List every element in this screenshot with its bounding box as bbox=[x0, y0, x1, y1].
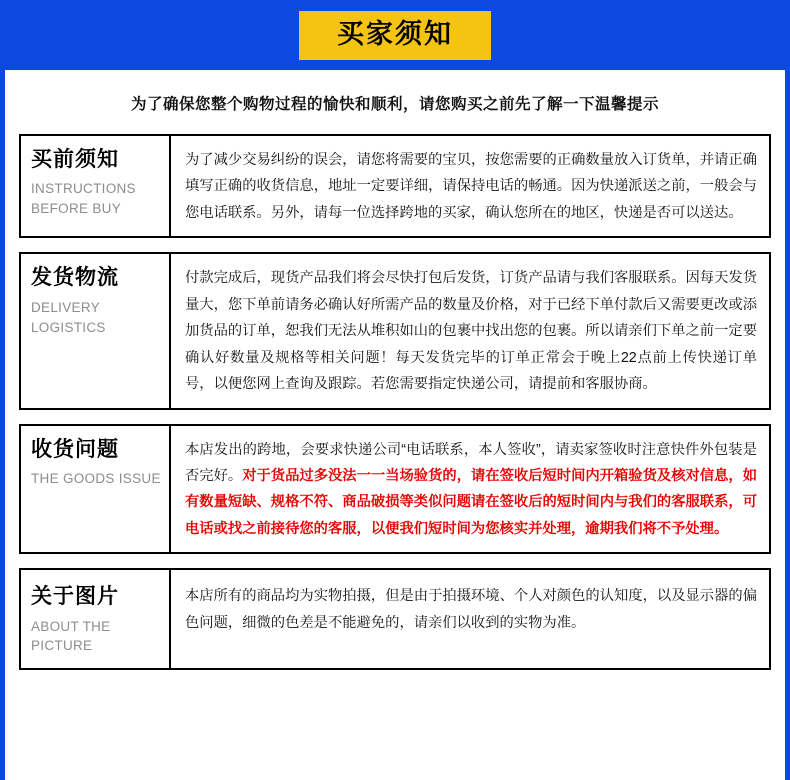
section-about-the-picture bbox=[19, 568, 771, 669]
section-title-cn: 发货物流 bbox=[31, 266, 119, 290]
section-body bbox=[171, 426, 769, 553]
section-title-cn: 收货问题 bbox=[31, 437, 119, 461]
section-title-cn: 关于图片 bbox=[31, 585, 119, 609]
section-body-text: 为了减少交易纠纷的误会，请您将需要的宝贝，按您需要的正确数量放入订货单，并请正确填写正确的收货信息，地址一定要详细，请保持电话的畅通。因为快递派送之前，一般会与您电话联系。另外，请每一位选择跨地的买家，确认您所在的地区，快递是否可以送达。 bbox=[185, 152, 757, 221]
bottom-spacer bbox=[5, 698, 785, 716]
section-title-en: INSTRUCTIONS BEFORE BUY bbox=[31, 181, 136, 216]
section-title-en: THE GOODS ISSUE bbox=[31, 470, 161, 486]
section-the-goods-issue bbox=[19, 424, 771, 555]
section-body-text: 付款完成后，现货产品我们将会尽快打包后发货，订货产品请与我们客服联系。因每天发货量大，您下单前请务必确认好所需产品的数量及价格，对于已经下单付款后又需要更改或添加货品的订单，恕我们无法从堆积如山的包裹中找出您的包裹。所以请亲们下单之前一定要确认好数量及规格等相关问题！每天发货完毕的订单正常会于晚上22点前上传快递订单号，以便您网上查询及跟踪。若您需要指定快递公司，请提前和客服协商。 bbox=[185, 270, 757, 393]
section-title-en: DELIVERY LOGISTICS bbox=[31, 299, 106, 335]
section-body-warning-text: 对于货品过多没法一一当场验货的，请在签收后短时间内开箱验货及核对信息，如有数量短缺、规格不符、商品破损等类似问题请在签收后的短时间内与我们的客服联系，可电话或找之前接待您的客服，以便我们短时间为您核实并处理，逾期我们将不予处理。 bbox=[185, 467, 757, 537]
section-label bbox=[21, 570, 171, 667]
sections-list bbox=[5, 134, 785, 698]
header-band bbox=[5, 0, 785, 70]
section-body bbox=[171, 570, 769, 667]
section-body bbox=[171, 136, 769, 236]
page-title: 买家须知 bbox=[299, 11, 491, 60]
section-delivery-logistics bbox=[19, 252, 771, 409]
section-label bbox=[21, 426, 171, 553]
section-title-cn: 买前须知 bbox=[31, 148, 119, 171]
section-label bbox=[21, 136, 171, 236]
intro-text: 为了确保您整个购物过程的愉快和顺利，请您购买之前先了解一下温馨提示 bbox=[130, 96, 659, 113]
section-label bbox=[21, 254, 171, 407]
section-body-text: 本店所有的商品均为实物拍摄，但是由于拍摄环境、个人对颜色的认知度，以及显示器的偏色问题，细微的色差是不能避免的，请亲们以收到的实物为准。 bbox=[185, 588, 757, 631]
section-body-text: 本店发出的跨地，会要求快递公司“电话联系，本人签收”，请卖家签收时注意快件外包装是否完好。 bbox=[185, 441, 757, 484]
section-body bbox=[171, 254, 769, 407]
section-title-en: ABOUT THE PICTURE bbox=[31, 618, 111, 654]
section-instructions-before-buy bbox=[19, 134, 771, 238]
